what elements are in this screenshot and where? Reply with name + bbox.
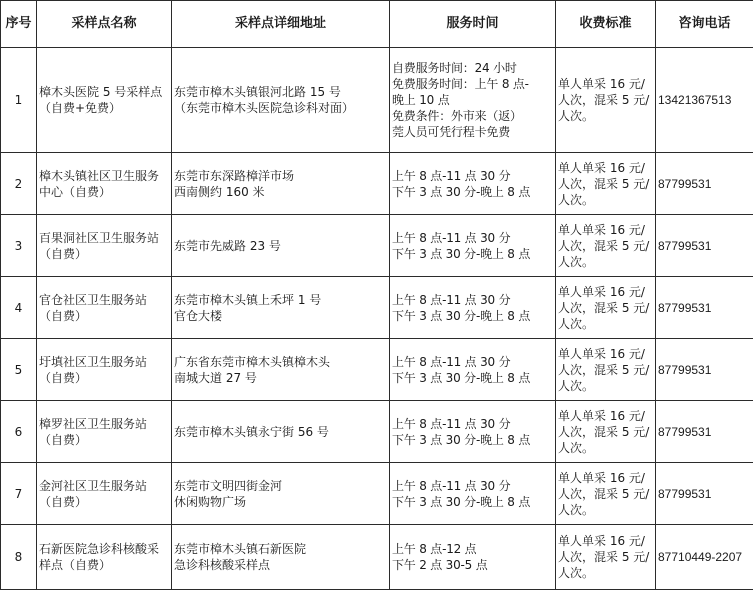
cell-fee: 单人单采 16 元/人次，混采 5 元/人次。: [558, 222, 650, 269]
address-line: 东莞市樟木头镇永宁街 56 号: [174, 424, 329, 439]
cell-name: 圩填社区卫生服务站（自费）: [39, 354, 148, 385]
cell-phone: 87799531: [658, 362, 712, 377]
hours-line: 上午 8 点-11 点 30 分: [392, 292, 511, 307]
cell-hours: [390, 463, 556, 525]
cell-hours: [390, 48, 556, 153]
header-address: 采样点详细地址: [172, 1, 390, 48]
hours-line: 上午 8 点-11 点 30 分: [392, 168, 511, 183]
cell-address: [172, 153, 390, 215]
cell-fee: 单人单采 16 元/人次，混采 5 元/人次。: [558, 284, 650, 331]
address-line: 东莞市先威路 23 号: [174, 238, 281, 253]
hours-line: 下午 3 点 30 分-晚上 8 点: [392, 308, 531, 323]
cell-name: 樟木头镇社区卫生服务中心（自费）: [39, 168, 160, 199]
cell-address: [172, 401, 390, 463]
table-row: [1, 215, 753, 277]
header-hours: 服务时间: [390, 1, 556, 48]
table-row: [1, 339, 753, 401]
hours-line: 上午 8 点-11 点 30 分: [392, 416, 511, 431]
table-row: [1, 153, 753, 215]
hours-line: 上午 8 点-11 点 30 分: [392, 478, 511, 493]
hours-line: 晚上 10 点: [392, 93, 450, 107]
cell-no: 7: [1, 463, 37, 525]
cell-hours: [390, 153, 556, 215]
address-line: 休闲购物广场: [174, 494, 247, 509]
header-fee: 收费标准: [556, 1, 656, 48]
address-line: （东莞市樟木头医院急诊科对面）: [174, 101, 355, 115]
cell-hours: [390, 339, 556, 401]
cell-fee: 单人单采 16 元/人次，混采 5 元/人次。: [558, 408, 650, 455]
table-row: [1, 401, 753, 463]
hours-line: 下午 3 点 30 分-晚上 8 点: [392, 432, 531, 447]
cell-name: 樟罗社区卫生服务站（自费）: [39, 416, 148, 447]
cell-name: 百果洞社区卫生服务站（自费）: [39, 230, 160, 261]
cell-no: 4: [1, 277, 37, 339]
address-line: 南城大道 27 号: [174, 370, 257, 385]
cell-phone: 87799531: [658, 486, 712, 501]
address-line: 东莞市樟木头镇上禾坪 1 号: [174, 292, 322, 307]
address-line: 东莞市东深路樟洋市场: [174, 168, 295, 183]
cell-phone: 87710449-2207: [658, 550, 743, 564]
cell-address: [172, 48, 390, 153]
cell-no: 3: [1, 215, 37, 277]
header-phone: 咨询电话: [656, 1, 753, 48]
cell-phone: 13421367513: [658, 93, 732, 107]
cell-hours: [390, 277, 556, 339]
cell-address: [172, 463, 390, 525]
cell-fee: 单人单采 16 元/人次，混采 5 元/人次。: [558, 346, 650, 393]
address-line: 急诊科核酸采样点: [174, 558, 271, 572]
cell-address: [172, 277, 390, 339]
cell-no: 6: [1, 401, 37, 463]
hours-line: 下午 3 点 30 分-晚上 8 点: [392, 184, 531, 199]
hours-line: 上午 8 点-11 点 30 分: [392, 354, 511, 369]
cell-phone: 87799531: [658, 176, 712, 191]
cell-address: [172, 525, 390, 590]
cell-phone: 87799531: [658, 238, 712, 253]
hours-line: 上午 8 点-12 点: [392, 542, 477, 556]
address-line: 东莞市文明四街金河: [174, 478, 283, 493]
hours-line: 莞人员可凭行程卡免费: [392, 125, 511, 139]
table-row: [1, 463, 753, 525]
cell-name: 官仓社区卫生服务站（自费）: [39, 292, 148, 323]
cell-address: [172, 339, 390, 401]
cell-no: 8: [1, 525, 37, 590]
hours-line: 下午 3 点 30 分-晚上 8 点: [392, 246, 531, 261]
table-row: [1, 277, 753, 339]
cell-hours: [390, 215, 556, 277]
cell-hours: [390, 525, 556, 590]
address-line: 广东省东莞市樟木头镇樟木头: [174, 354, 331, 369]
hours-line: 免费服务时间：上午 8 点-: [392, 77, 529, 91]
address-line: 东莞市樟木头镇银河北路 15 号: [174, 85, 341, 99]
cell-no: 2: [1, 153, 37, 215]
address-line: 西南侧约 160 米: [174, 184, 265, 199]
cell-name: 金河社区卫生服务站（自费）: [39, 478, 148, 509]
cell-fee: 单人单采 16 元/人次，混采 5 元/人次。: [558, 77, 650, 123]
cell-phone: 87799531: [658, 424, 712, 439]
cell-name: 石新医院急诊科核酸采样点（自费）: [39, 542, 160, 572]
cell-no: 1: [1, 48, 37, 153]
cell-phone: 87799531: [658, 300, 712, 315]
hours-line: 免费条件：外市来（返）: [392, 109, 522, 123]
cell-name: 樟木头医院 5 号采样点（自费+免费）: [39, 85, 163, 115]
header-no: 序号: [1, 1, 37, 48]
table-row: [1, 525, 753, 590]
cell-fee: 单人单采 16 元/人次，混采 5 元/人次。: [558, 534, 650, 580]
table-header-row: [1, 1, 753, 48]
hours-line: 下午 3 点 30 分-晚上 8 点: [392, 370, 531, 385]
hours-line: 上午 8 点-11 点 30 分: [392, 230, 511, 245]
cell-address: [172, 215, 390, 277]
hours-line: 自费服务时间：24 小时: [392, 61, 517, 75]
cell-fee: 单人单采 16 元/人次，混采 5 元/人次。: [558, 160, 650, 207]
address-line: 东莞市樟木头镇石新医院: [174, 542, 307, 556]
hours-line: 下午 3 点 30 分-晚上 8 点: [392, 494, 531, 509]
address-line: 官仓大楼: [174, 308, 223, 323]
cell-hours: [390, 401, 556, 463]
table-row: [1, 48, 753, 153]
cell-fee: 单人单采 16 元/人次，混采 5 元/人次。: [558, 470, 650, 517]
hours-line: 下午 2 点 30-5 点: [392, 558, 488, 572]
cell-no: 5: [1, 339, 37, 401]
header-name: 采样点名称: [37, 1, 172, 48]
